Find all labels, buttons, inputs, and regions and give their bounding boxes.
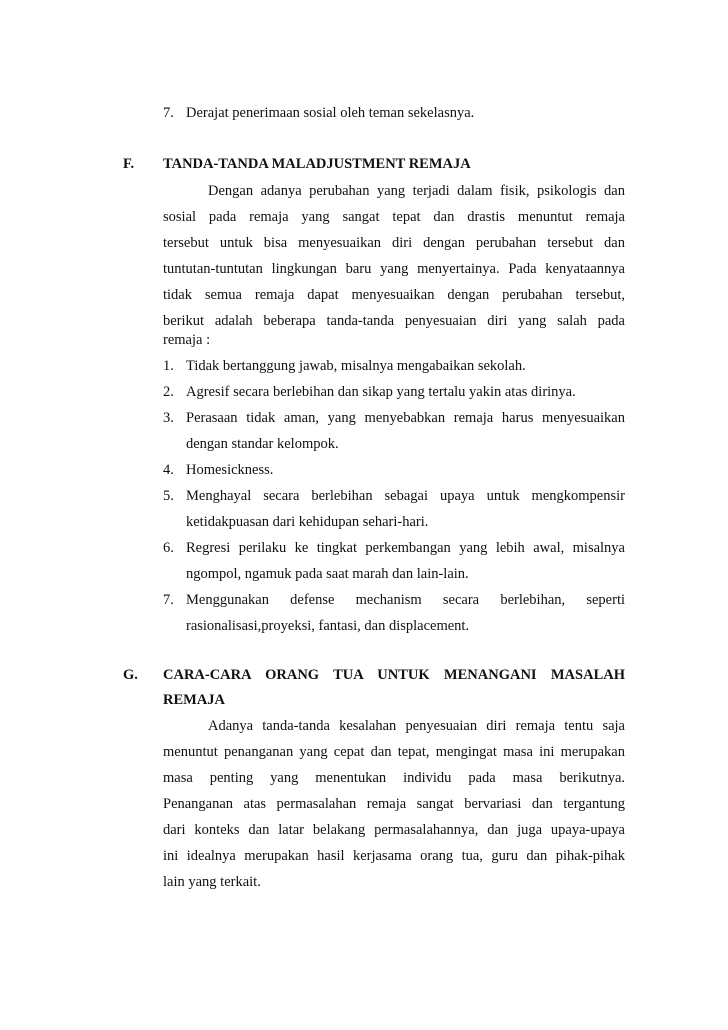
paragraph-line: Dengan adanya perubahan yang terjadi dalam fisik, psikologis dan	[208, 183, 625, 199]
list-item-text: Perasaan tidak aman, yang menyebabkan remaja harus menyesuaikan	[186, 410, 625, 426]
paragraph-line: tersebut untuk bisa menyesuaikan diri dengan perubahan tersebut dan	[163, 235, 625, 251]
section-f-title: TANDA-TANDA MALADJUSTMENT REMAJA	[163, 156, 471, 172]
paragraph-line: masa penting yang menentukan individu pada masa berikutnya.	[163, 770, 625, 786]
paragraph-line: dari konteks dan latar belakang permasalahannya, dan juga upaya-upaya	[163, 822, 625, 838]
list-item-text: Menghayal secara berlebihan sebagai upaya untuk mengkompensir	[186, 488, 625, 504]
list-item-text: Tidak bertanggung jawab, misalnya mengabaikan sekolah.	[186, 358, 526, 374]
list-number: 3.	[163, 410, 174, 426]
list-item-text: ketidakpuasan dari kehidupan sehari-hari.	[186, 514, 429, 530]
list-number: 4.	[163, 462, 174, 478]
paragraph-line: ini idealnya merupakan hasil kerjasama orang tua, guru dan pihak-pihak	[163, 848, 625, 864]
list-number: 1.	[163, 358, 174, 374]
list-item-text: Regresi perilaku ke tingkat perkembangan yang lebih awal, misalnya	[186, 540, 625, 556]
list-number: 7.	[163, 105, 174, 121]
paragraph-line: tidak semua remaja dapat menyesuaikan dengan perubahan tersebut,	[163, 287, 625, 303]
paragraph-line: lain yang terkait.	[163, 874, 261, 890]
section-g-title: CARA-CARA ORANG TUA UNTUK MENANGANI MASALAH	[163, 667, 625, 683]
paragraph-line: Penanganan atas permasalahan remaja sangat bervariasi dan tergantung	[163, 796, 625, 812]
section-g-letter: G.	[123, 667, 138, 683]
list-item-text: Menggunakan defense mechanism secara berlebihan, seperti	[186, 592, 625, 608]
list-number: 2.	[163, 384, 174, 400]
list-number: 5.	[163, 488, 174, 504]
list-item-text: Homesickness.	[186, 462, 274, 478]
paragraph-line: sosial pada remaja yang sangat tepat dan drastis menuntut remaja	[163, 209, 625, 225]
paragraph-line: berikut adalah beberapa tanda-tanda penyesuaian diri yang salah pada	[163, 313, 625, 329]
section-g-title-continued: REMAJA	[163, 692, 226, 708]
list-item-text: Derajat penerimaan sosial oleh teman sekelasnya.	[186, 105, 475, 121]
list-item-text: ngompol, ngamuk pada saat marah dan lain-lain.	[186, 566, 469, 582]
paragraph-line: Adanya tanda-tanda kesalahan penyesuaian diri remaja tentu saja	[208, 718, 625, 734]
list-item-text: rasionalisasi,proyeksi, fantasi, dan displacement.	[186, 618, 470, 634]
list-number: 6.	[163, 540, 174, 556]
list-item-text: Agresif secara berlebihan dan sikap yang tertalu yakin atas dirinya.	[186, 384, 576, 400]
list-number: 7.	[163, 592, 174, 608]
paragraph-line: tuntutan-tuntutan lingkungan baru yang menyertainya. Pada kenyataannya	[163, 261, 625, 277]
paragraph-line: remaja :	[163, 332, 211, 348]
section-f-letter: F.	[123, 156, 135, 172]
list-item-text: dengan standar kelompok.	[186, 436, 339, 452]
paragraph-line: menuntut penanganan yang cepat dan tepat, mengingat masa ini merupakan	[163, 744, 625, 760]
